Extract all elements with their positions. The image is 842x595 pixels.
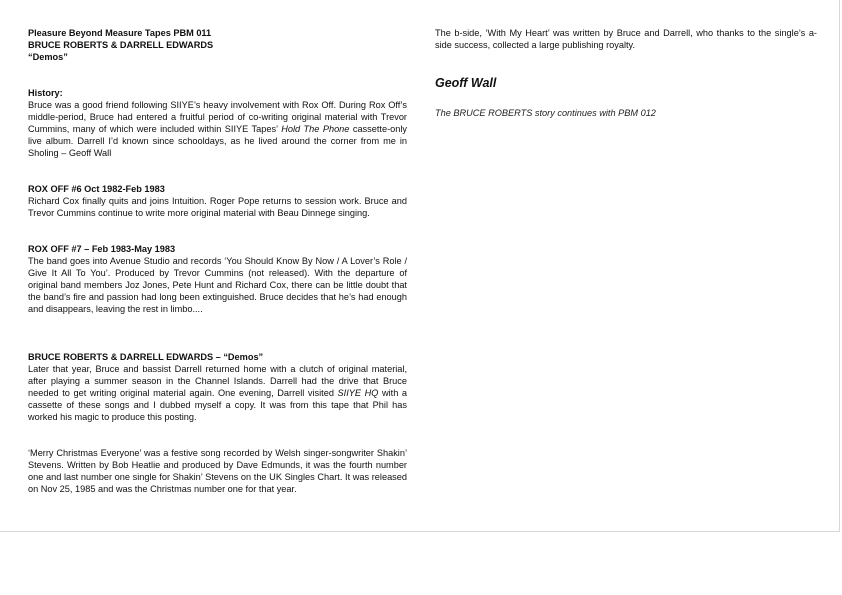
history-paragraph xyxy=(28,99,407,159)
demos-paragraph xyxy=(28,363,407,423)
signature: Geoff Wall xyxy=(435,76,497,90)
spacer xyxy=(28,63,407,87)
left-column xyxy=(28,27,407,495)
roxoff6-heading: ROX OFF #6 Oct 1982-Feb 1983 xyxy=(28,184,165,194)
history-heading: History: xyxy=(28,88,63,98)
roxoff6-paragraph: Richard Cox finally quits and joins Intuition. Roger Pope returns to session work. Bruce and Trevor Cummins continue to write more original material with Beau Dinnege singing. xyxy=(28,196,407,218)
history-text-b: cassette-only live album. Darrell I’d known since schooldays, as he lived around the corner from me in Sholing – Geoff Wall xyxy=(28,124,407,158)
history-text-a: Bruce was a good friend following SIIYE’s heavy involvement with Rox Off. During Rox Off’s middle-period, Bruce had entered a fruitful period of co-writing original material with Trevor Cummins, many of which were included within SIIYE Tapes’ xyxy=(28,100,407,134)
siiye-hq: SIIYE HQ xyxy=(337,388,379,398)
artist-names: BRUCE ROBERTS & DARRELL EDWARDS xyxy=(28,40,214,50)
spacer xyxy=(435,51,817,75)
demos-heading: BRUCE ROBERTS & DARRELL EDWARDS – “Demos” xyxy=(28,352,264,362)
album-title: Hold The Phone xyxy=(281,124,350,134)
right-column xyxy=(435,27,817,119)
demos-text-a: Later that year, Bruce and bassist Darrell returned home with a clutch of original material, after playing a summer season in the Channel Islands. Darrell had the drive that Bruce needed to get writing original material again. One evening, Darrell visited xyxy=(28,364,407,398)
roxoff7-paragraph: The band goes into Avenue Studio and records ‘You Should Know By Now / A Lover’s Role / Give It All To You’. Produced by Trevor Cummins (not released). With the departure of original band members Joz Jones, Pete Hunt and Richard Cox, there can be little doubt that the band’s fire and passion had long been extinguished. Bruce decides that he’s had enough and disappears, leaving the rest in limbo.... xyxy=(28,256,407,314)
demos-text-b: with a cassette of these songs and I dubbed myself a copy. It was from this tape that Phil has worked his magic to produce this posting. xyxy=(28,388,407,422)
spacer xyxy=(28,219,407,243)
roxoff7-heading: ROX OFF #7 – Feb 1983-May 1983 xyxy=(28,244,176,254)
release-title: “Demos” xyxy=(28,52,68,62)
spacer xyxy=(435,91,817,107)
continues-note: The BRUCE ROBERTS story continues with PBM 012 xyxy=(435,108,656,118)
spacer xyxy=(28,423,407,447)
spacer xyxy=(28,315,407,351)
christmas-paragraph: ‘Merry Christmas Everyone’ was a festive song recorded by Welsh singer-songwriter Shakin’ Stevens. Written by Bob Heatlie and produced by Dave Edmunds, it was the fourth number one and last number one single for Shakin’ Stevens on the UK Singles Chart. It was released on Nov 25, 1985 and was the Christmas number one for that year. xyxy=(28,448,407,494)
spacer xyxy=(28,159,407,183)
tape-title: Pleasure Beyond Measure Tapes PBM 011 xyxy=(28,28,212,38)
bside-paragraph: The b-side, ‘With My Heart’ was written by Bruce and Darrell, who thanks to the single’s a-side success, collected a large publishing royalty. xyxy=(435,28,817,50)
